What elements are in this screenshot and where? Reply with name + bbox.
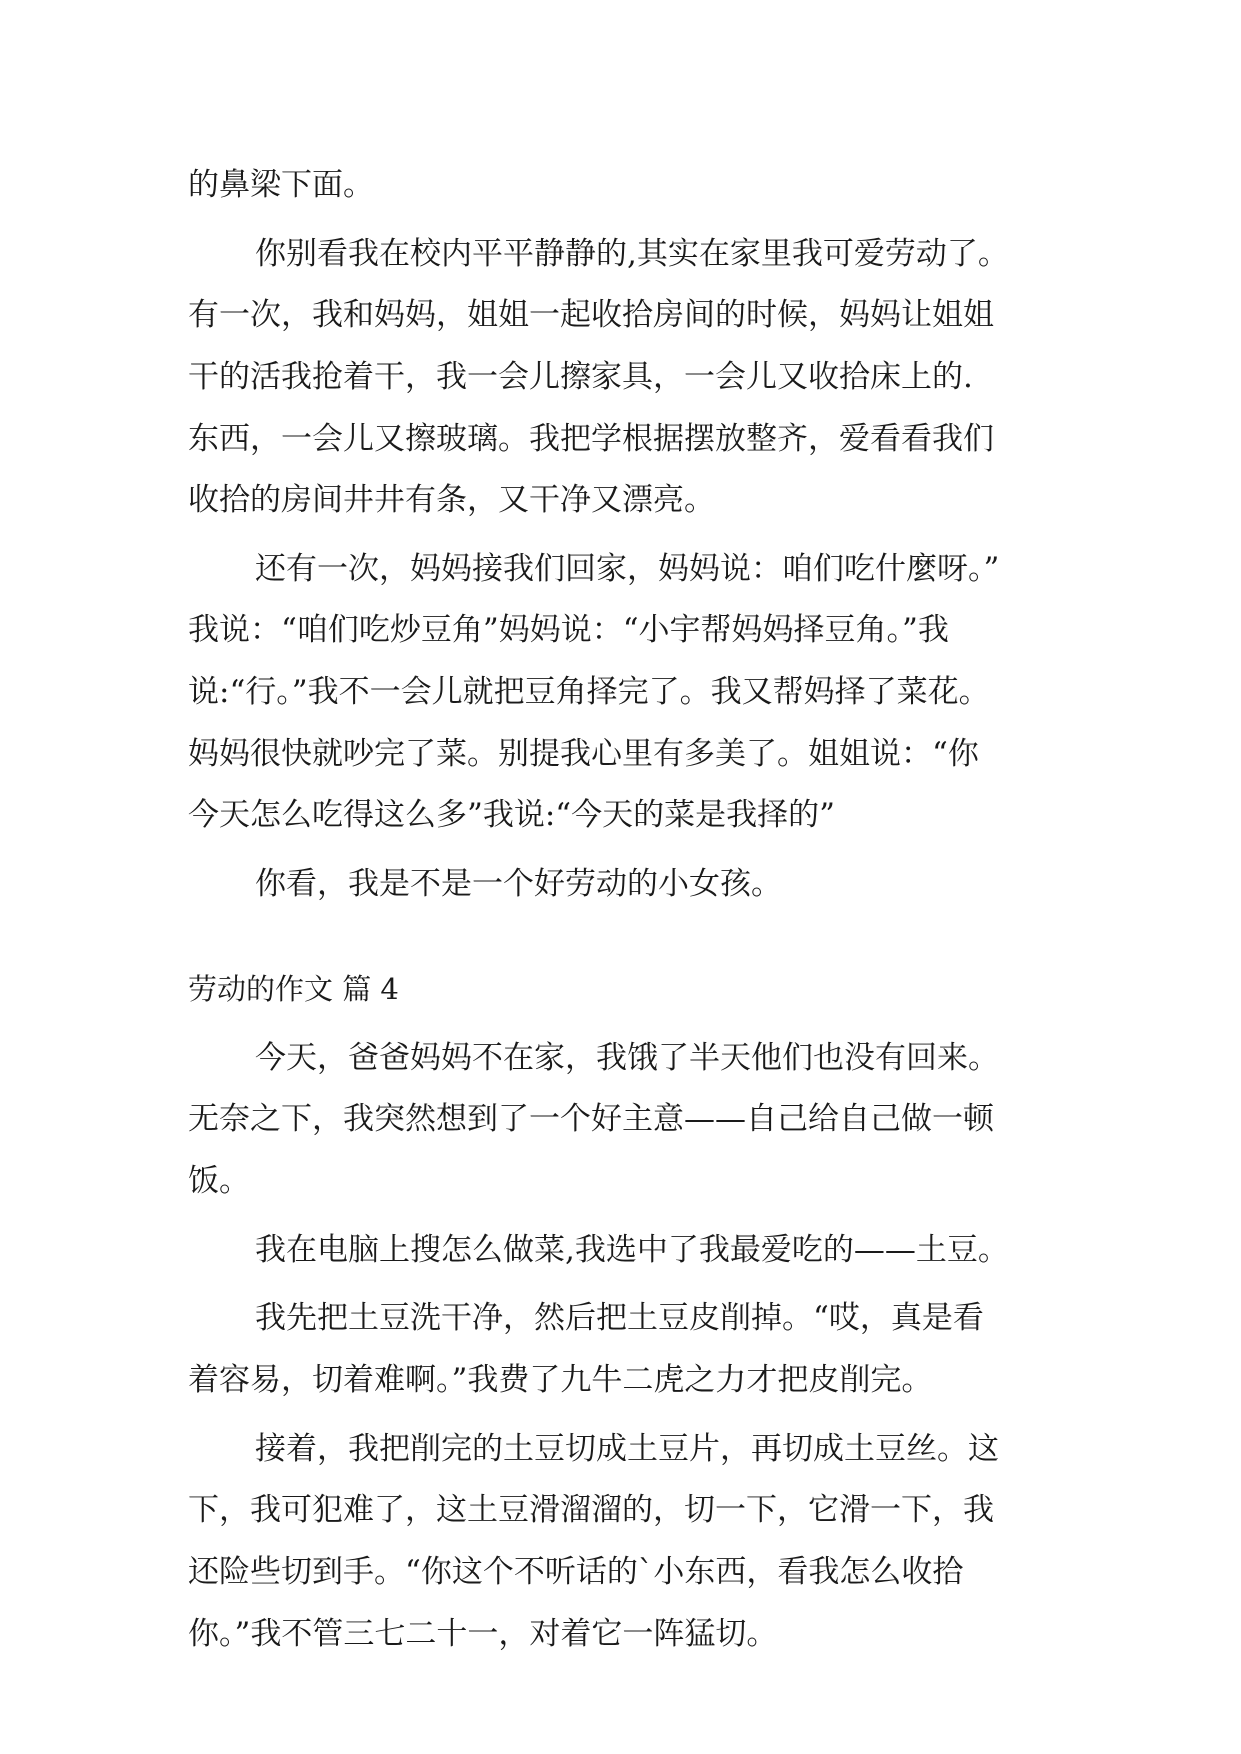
paragraph-line: 你看，我是不是一个好劳动的小女孩。: [255, 866, 782, 902]
paragraph-line: 我在电脑上搜怎么做菜,我选中了我最爱吃的——土豆。: [255, 1232, 1009, 1268]
paragraph-line: 饭。: [188, 1163, 250, 1199]
paragraph-line: 我说：“咱们吃炒豆角”妈妈说：“小宇帮妈妈择豆角。”我: [188, 612, 949, 648]
section-heading: 劳动的作文 篇 4: [188, 972, 399, 1006]
paragraph-line: 还险些切到手。“你这个不听话的`小东西，看我怎么收拾: [188, 1554, 964, 1590]
paragraph-line: 今天，爸爸妈妈不在家，我饿了半天他们也没有回来。: [255, 1040, 999, 1076]
paragraph-line: 你。”我不管三七二十一，对着它一阵猛切。: [188, 1616, 778, 1652]
paragraph-line: 接着，我把削完的土豆切成土豆片，再切成土豆丝。这: [255, 1431, 999, 1467]
paragraph-line: 妈妈很快就吵完了菜。别提我心里有多美了。姐姐说：“你: [188, 736, 979, 772]
paragraph-line: 东西，一会儿又擦玻璃。我把学根据摆放整齐，爱看看我们: [188, 421, 994, 457]
paragraph-line: 我先把土豆洗干净，然后把土豆皮削掉。“哎，真是看: [255, 1300, 984, 1336]
paragraph-line: 你别看我在校内平平静静的,其实在家里我可爱劳动了。: [255, 236, 1009, 272]
paragraph-line: 的鼻梁下面。: [188, 167, 374, 203]
paragraph-line: 干的活我抢着干，我一会儿擦家具，一会儿又收拾床上的.: [188, 359, 973, 395]
paragraph-line: 有一次，我和妈妈，姐姐一起收拾房间的时候，妈妈让姐姐: [188, 297, 994, 333]
paragraph-line: 今天怎么吃得这么多”我说:“今天的菜是我择的”: [188, 797, 835, 833]
paragraph-line: 还有一次，妈妈接我们回家，妈妈说：咱们吃什麼呀。”: [255, 551, 1000, 587]
paragraph-line: 无奈之下，我突然想到了一个好主意——自己给自己做一顿: [188, 1101, 994, 1137]
paragraph-line: 下，我可犯难了，这土豆滑溜溜的，切一下，它滑一下，我: [188, 1492, 994, 1528]
paragraph-line: 着容易，切着难啊。”我费了九牛二虎之力才把皮削完。: [188, 1362, 933, 1398]
paragraph-line: 说:“行。”我不一会儿就把豆角择完了。我又帮妈择了菜花。: [188, 674, 990, 710]
paragraph-line: 收拾的房间井井有条，又干净又漂亮。: [188, 482, 715, 518]
